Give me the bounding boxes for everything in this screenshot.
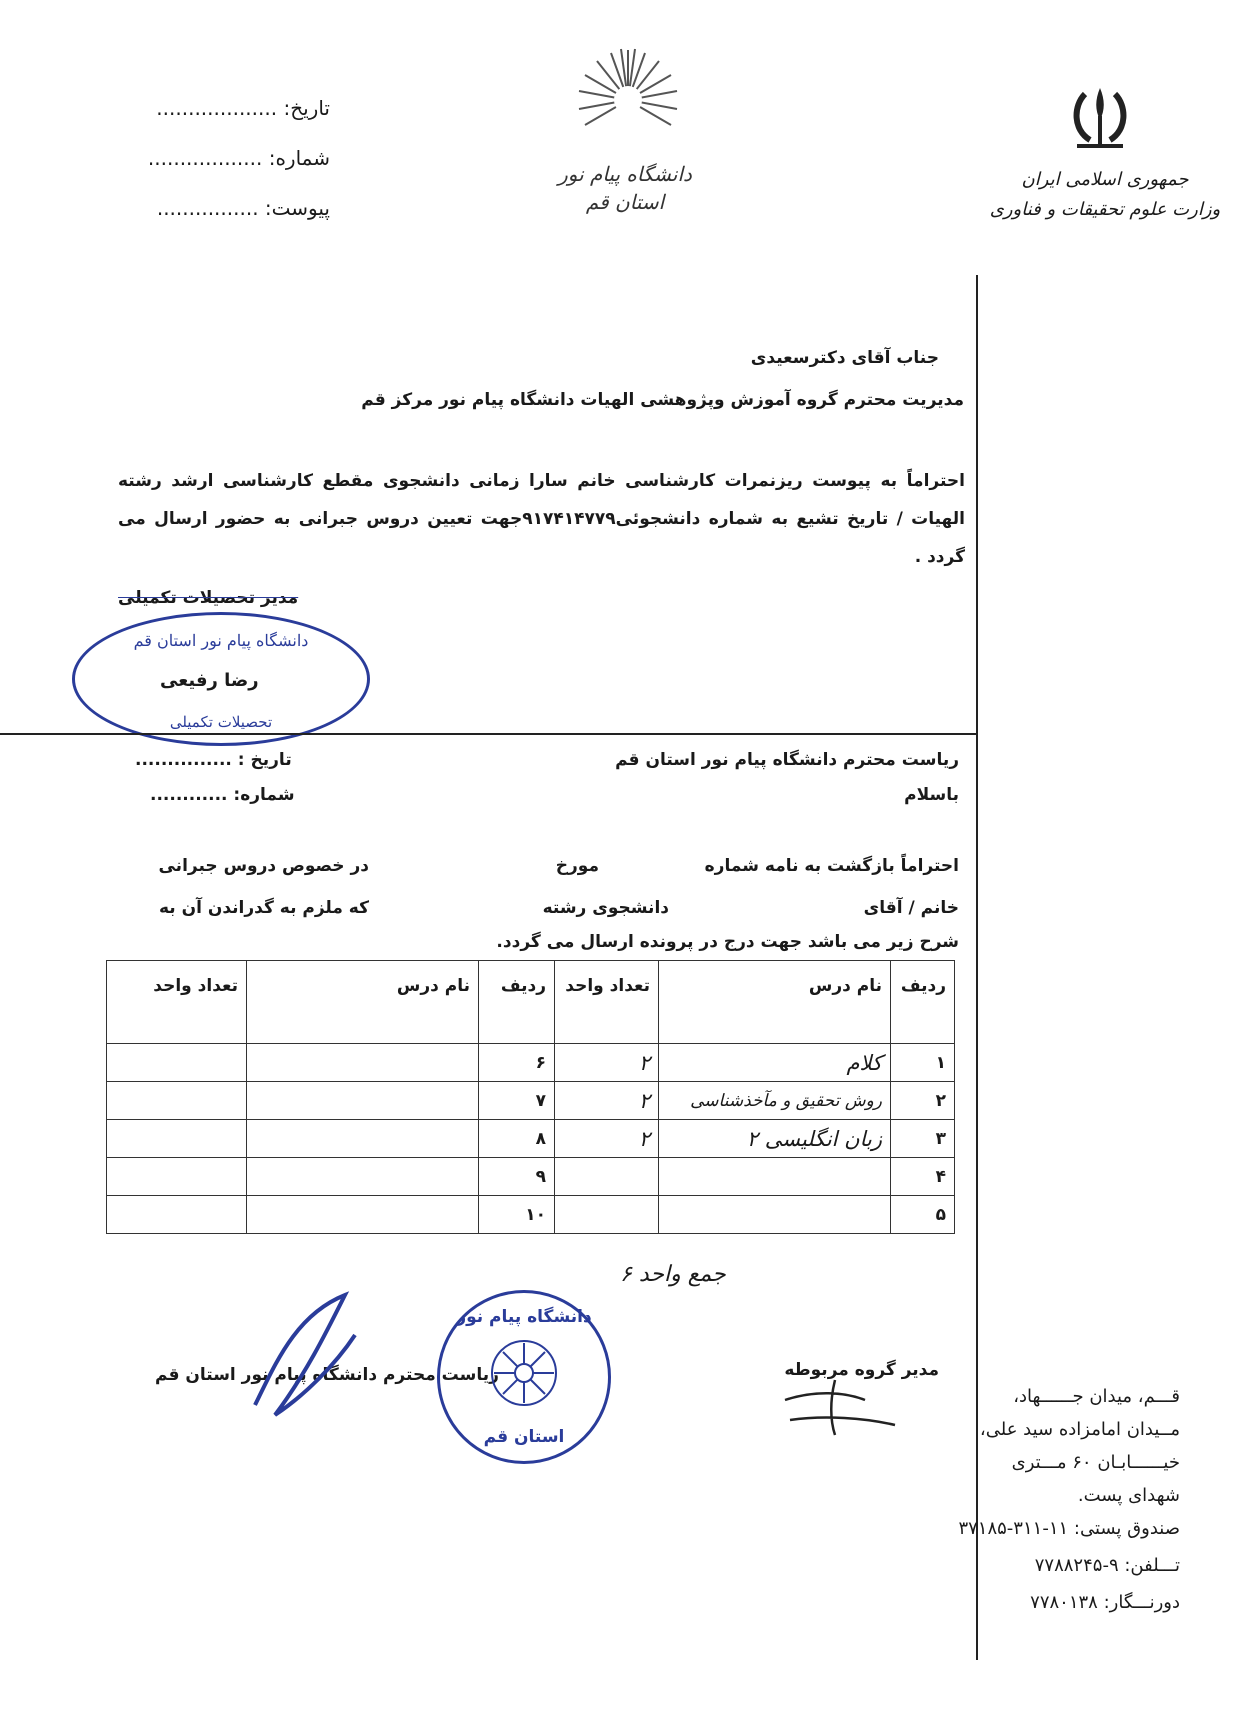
header-course-name-2: نام درس — [247, 961, 479, 1044]
date-field — [80, 96, 330, 120]
president-label: ریاست محترم دانشگاه پیام نور استان قم — [155, 1365, 499, 1385]
courses-table — [106, 960, 955, 1234]
university-name-line2: استان قم — [585, 190, 665, 214]
course-name: زبان انگلیسی ۲ — [659, 1120, 891, 1158]
course-units — [555, 1158, 659, 1196]
phone: تـــلفن: ۹-۷۷۸۸۲۴۵ — [1034, 1555, 1180, 1576]
number-dots: .................. — [147, 146, 263, 170]
table-row — [107, 1082, 955, 1120]
course-name — [247, 1196, 479, 1234]
course-units: ۲ — [555, 1120, 659, 1158]
section-divider — [0, 733, 978, 735]
course-units: ۲ — [555, 1044, 659, 1082]
total-units-note: جمع واحد ۶ — [620, 1262, 726, 1287]
course-units — [107, 1044, 247, 1082]
letter2-line2-c: که ملزم به گدراندن آن به — [158, 898, 369, 918]
course-name: روش تحقیق و مآخذشناسی — [659, 1082, 891, 1120]
letter2-line3: شرح زیر می باشد جهت درج در پرونده ارسال می گردد. — [496, 932, 959, 952]
group-manager-label: مدیر گروه مربوطه — [784, 1360, 939, 1380]
table-row — [107, 1158, 955, 1196]
university-logo-icon — [573, 45, 683, 155]
letter2-line2-b: دانشجوی رشته — [542, 898, 669, 918]
table-row — [107, 1044, 955, 1082]
course-units — [107, 1158, 247, 1196]
po-box: صندوق پستی: ۱۱-۳۱۱-۳۷۱۸۵ — [958, 1518, 1180, 1539]
address-line: خیــــــابـان ۶۰ مـــتری — [1011, 1452, 1180, 1473]
address-line: قـــم، میدان جــــــهاد، — [1013, 1386, 1180, 1407]
letter2-addressee: ریاست محترم دانشگاه پیام نور استان قم — [615, 750, 959, 770]
row-number: ۳ — [891, 1120, 955, 1158]
university-name — [540, 160, 710, 216]
row-number: ۲ — [891, 1082, 955, 1120]
letter2-line1-a: احتراماً بازگشت به نامه شماره — [704, 856, 959, 876]
letter2-date-dots: ............... — [135, 750, 232, 770]
address-block — [950, 1380, 1180, 1619]
header-row-number-2: ردیف — [479, 961, 555, 1044]
university-name-line1: دانشگاه پیام نور — [558, 162, 692, 186]
letter2-number-dots: ............ — [150, 785, 228, 805]
table-row — [107, 1120, 955, 1158]
letter1-stamp-sub: تحصیلات تکمیلی — [169, 713, 273, 731]
round-stamp-top-text: دانشگاه پیام نور — [456, 1307, 592, 1327]
letter2-line1-c: در خصوص دروس جبرانی — [158, 856, 369, 876]
table-header-row — [107, 961, 955, 1044]
ministry-line1: جمهوری اسلامی ایران — [1021, 169, 1189, 190]
course-name — [247, 1158, 479, 1196]
iran-emblem-icon — [1055, 80, 1145, 160]
letter2-greeting: باسلام — [904, 785, 959, 805]
header-units-2: تعداد واحد — [107, 961, 247, 1044]
row-number: ۸ — [479, 1120, 555, 1158]
signature-scribble-icon — [235, 1275, 375, 1425]
course-name — [247, 1044, 479, 1082]
number-label: شماره: — [268, 146, 330, 170]
table-row — [107, 1196, 955, 1234]
course-units — [555, 1196, 659, 1234]
letter2-date-label: تاریخ : — [237, 750, 292, 770]
round-stamp-emblem-icon — [490, 1339, 558, 1407]
group-manager-signature-icon — [775, 1370, 905, 1440]
row-number: ۷ — [479, 1082, 555, 1120]
address-line: شهدای پست. — [1077, 1485, 1180, 1506]
letter2-number-label: شماره: — [233, 785, 295, 805]
course-name — [247, 1082, 479, 1120]
letter1-body: احتراماً به پیوست ریزنمرات کارشناسی خانم سارا زمانی دانشجوی مقطع کارشناسی ارشد رشته الهیات / تاریخ تشیع به شماره دانشجوئی۹۱۷۴۱۴۷۷۹جهت تعیین دروس جبرانی به حضور ارسال می گردد . — [118, 471, 965, 567]
row-number: ۱۰ — [479, 1196, 555, 1234]
letter2-line2-a: خانم / آقای — [863, 898, 959, 918]
ministry-line2: وزارت علوم تحقیقات و فناوری — [989, 199, 1221, 220]
letter2-line1-b: مورخ — [555, 856, 599, 876]
row-number: ۶ — [479, 1044, 555, 1082]
address-line: مــیدان امامزاده سید علی، — [979, 1419, 1180, 1440]
header-row-number-1: ردیف — [891, 961, 955, 1044]
letter1-stamp-text: دانشگاه پیام نور استان قم — [133, 631, 309, 650]
course-name — [659, 1196, 891, 1234]
letter1-position: مدیریت محترم گروه آموزش وپژوهشی الهیات دانشگاه پیام نور مرکز قم — [361, 390, 964, 410]
course-name — [659, 1158, 891, 1196]
header-units-1: تعداد واحد — [555, 961, 659, 1044]
row-number: ۱ — [891, 1044, 955, 1082]
letter2-number — [150, 785, 295, 805]
letter1-addressee: جناب آقای دکترسعیدی — [750, 348, 939, 368]
row-number: ۵ — [891, 1196, 955, 1234]
ministry-name — [985, 165, 1225, 225]
letter2-date — [135, 750, 292, 770]
date-dots: ................... — [156, 96, 278, 120]
number-field — [80, 146, 330, 170]
course-name — [247, 1120, 479, 1158]
university-round-stamp — [437, 1290, 611, 1464]
fax: دورنـــگار: ۷۷۸۰۱۳۸ — [1030, 1592, 1180, 1613]
letter1-signer-name: رضا رفیعی — [160, 670, 259, 691]
round-stamp-bottom-text: استان قم — [483, 1427, 565, 1447]
header-course-name-1: نام درس — [659, 961, 891, 1044]
attachment-dots: ................ — [156, 196, 259, 220]
course-units — [107, 1120, 247, 1158]
course-units — [107, 1196, 247, 1234]
row-number: ۹ — [479, 1158, 555, 1196]
row-number: ۴ — [891, 1158, 955, 1196]
attachment-field — [80, 196, 330, 220]
letter1-signer-title: مدیر تحصیلات تکمیلی — [118, 588, 299, 608]
course-units — [107, 1082, 247, 1120]
date-label: تاریخ: — [283, 96, 330, 120]
course-name: کلام — [659, 1044, 891, 1082]
attachment-label: پیوست: — [264, 196, 330, 220]
course-units: ۲ — [555, 1082, 659, 1120]
